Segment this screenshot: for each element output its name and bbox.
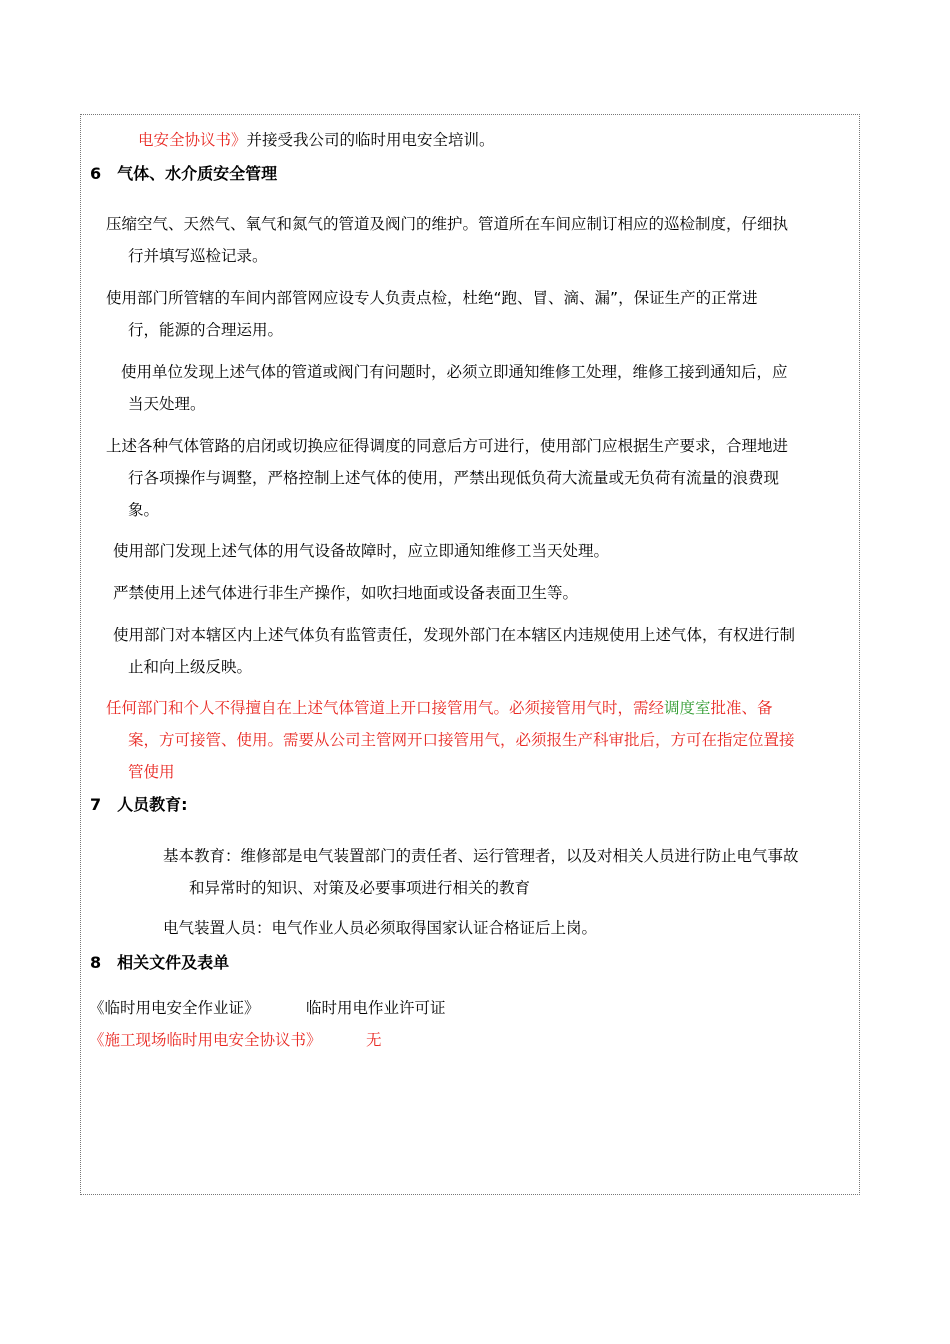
s6-p8-line3: 管使用 bbox=[128, 763, 175, 781]
section-7-title: 人员教育: bbox=[117, 795, 188, 814]
dispatch-room-term: 调度室 bbox=[664, 699, 711, 717]
s7-p1-line1: 基本教育：维修部是电气装置部门的责任者、运行管理者，以及对相关人员进行防止电气事故 bbox=[163, 847, 799, 865]
s6-p4-line3: 象。 bbox=[128, 501, 160, 519]
continuation-line bbox=[138, 130, 495, 150]
s7-p1-line2: 和异常时的知识、对策及必要事项进行相关的教育 bbox=[189, 879, 531, 897]
section-6-number: 6 bbox=[90, 164, 102, 183]
s6-p8-line2: 案，方可接管、使用。需要从公司主管网开口接管用气，必须报生产科审批后，方可在指定位置接 bbox=[128, 731, 795, 749]
doc-row-1-form: 临时用电作业许可证 bbox=[306, 999, 446, 1017]
agreement-ref-tail: 电安全协议书》 bbox=[138, 131, 247, 149]
s6-p5: 使用部门发现上述气体的用气设备故障时，应立即通知维修工当天处理。 bbox=[113, 542, 610, 560]
s7-p2: 电气装置人员：电气作业人员必须取得国家认证合格证后上岗。 bbox=[163, 919, 598, 937]
s6-p2-line2: 行，能源的合理运用。 bbox=[128, 321, 284, 339]
s6-p8-line1 bbox=[106, 698, 773, 718]
s6-p7-line1: 使用部门对本辖区内上述气体负有监管责任，发现外部门在本辖区内违规使用上述气体，有权进行制 bbox=[113, 626, 796, 644]
s6-p4-line1: 上述各种气体管路的启闭或切换应征得调度的同意后方可进行，使用部门应根据生产要求，合理地进 bbox=[106, 437, 789, 455]
section-8-heading bbox=[90, 953, 229, 973]
s6-p6: 严禁使用上述气体进行非生产操作，如吹扫地面或设备表面卫生等。 bbox=[113, 584, 579, 602]
section-6-heading bbox=[90, 164, 277, 184]
s6-p3-line2: 当天处理。 bbox=[128, 395, 206, 413]
section-7-heading bbox=[90, 795, 188, 815]
continuation-text: 并接受我公司的临时用电安全培训。 bbox=[246, 131, 495, 149]
section-6-title: 气体、水介质安全管理 bbox=[117, 164, 278, 183]
s6-p8-line1-a: 任何部门和个人不得擅自在上述气体管道上开口接管用气。必须接管用气时，需经 bbox=[106, 699, 665, 717]
s6-p8-line1-c: 批准、备 bbox=[710, 699, 773, 717]
section-8-title: 相关文件及表单 bbox=[117, 953, 230, 972]
s6-p2-line1: 使用部门所管辖的车间内部管网应设专人负责点检，杜绝“跑、冒、滴、漏”，保证生产的正常进 bbox=[106, 289, 758, 307]
doc-row-2-name: 《施工现场临时用电安全协议书》 bbox=[89, 1031, 322, 1049]
section-8-number: 8 bbox=[90, 953, 102, 972]
section-7-number: 7 bbox=[90, 795, 102, 814]
s6-p7-line2: 止和向上级反映。 bbox=[128, 658, 253, 676]
s6-p3-line1: 使用单位发现上述气体的管道或阀门有问题时，必须立即通知维修工处理，维修工接到通知后，应 bbox=[121, 363, 788, 381]
doc-row-1-name: 《临时用电安全作业证》 bbox=[89, 999, 260, 1017]
s6-p1-line1: 压缩空气、天然气、氧气和氮气的管道及阀门的维护。管道所在车间应制订相应的巡检制度，仔细执 bbox=[106, 215, 789, 233]
s6-p4-line2: 行各项操作与调整，严格控制上述气体的使用，严禁出现低负荷大流量或无负荷有流量的浪费现 bbox=[128, 469, 780, 487]
doc-row-2-form: 无 bbox=[366, 1031, 382, 1049]
s6-p1-line2: 行并填写巡检记录。 bbox=[128, 247, 268, 265]
